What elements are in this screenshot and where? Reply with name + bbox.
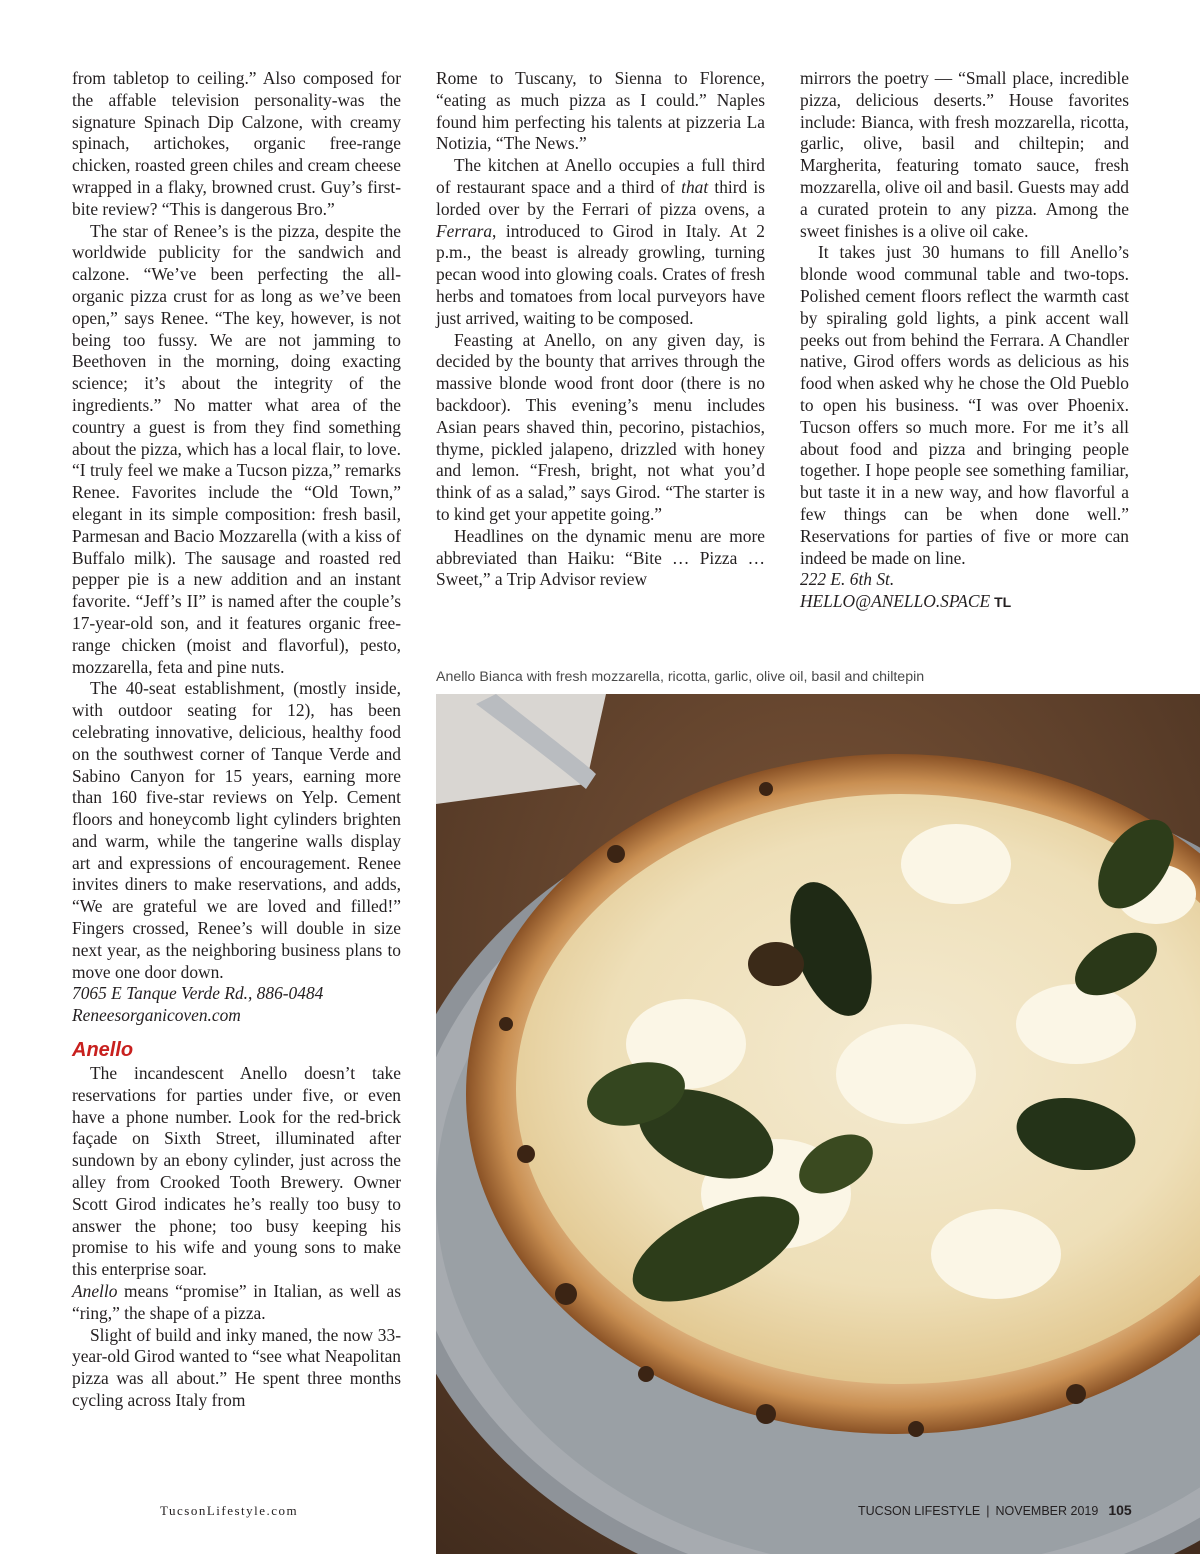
paragraph: The star of Renee’s is the pizza, despite the worldwide publicity for the sandwich and calzone. “We’ve been perfecting the all-organic pizza crust for as long as we’ve been open,” says Renee. “The key, however, is not being too fussy. We are not jamming to Beethoven in the morning, doing exacting science; it’s about the integrity of the ingredients.” No matter what area of the country a guest is from they find something about the pizza, which has a local flair, to love. “I truly feel we make a Tucson pizza,” remarks Renee. Favorites include the “Old Town,” elegant in its simple composition: fresh basil, Parmesan and Bacio Mozzarella (with a kiss of Buffalo milk). The sausage and roasted red pepper pie is a new addition and an instant favorite. “Jeff’s II” is named after the couple’s 17-year-old son, and it features organic free-range chicken (moist and flavorful), pesto, mozzarella, feta and pine nuts. (72, 220, 401, 677)
paragraph: from tabletop to ceiling.” Also composed for the affable television personality-was the signature Spinach Dip Calzone, with creamy spinach, artichokes, organic free-range chicken, roasted green chiles and cream cheese wrapped in a flaky, browned crust. Guy’s first-bite review? “This is dangerous Bro.” (72, 68, 401, 219)
paragraph: Feasting at Anello, on any given day, is decided by the bounty that arrives through the massive blonde wood front door (there is no backdoor). This evening’s menu includes Asian pears shaved thin, pecorino, pistachios, thyme, pickled jalapeno, drizzled with honey and lemon. “Fresh, bright, not what you’d think of as a salad,” says Girod. “The starter is to kind get your appetite going.” (436, 329, 765, 524)
italic-term: Anello (72, 1281, 118, 1302)
article-column-3 (800, 68, 1129, 614)
article-column-2 (436, 68, 765, 591)
italic-term: Ferrara (436, 220, 493, 241)
paragraph-text: , introduced to Girod in Italy. At 2 p.m., the beast is already growling, turning pecan wood into glowing coals. Crates of fresh herbs and tomatoes from local purveyors have just arrived, waiting to be composed. (436, 220, 765, 328)
restaurant-website: Reneesorganicoven.com (72, 1005, 241, 1026)
photo-caption: Anello Bianca with fresh mozzarella, ricotta, garlic, olive oil, basil and chiltepin (436, 669, 925, 685)
restaurant-address: 7065 E Tanque Verde Rd., 886-0484 (72, 983, 324, 1004)
article-column-1 (72, 68, 401, 1412)
paragraph (436, 155, 765, 329)
restaurant-email-line (800, 591, 1129, 614)
paragraph-text: third is lorded over by the Ferrari of pizza ovens, a (436, 176, 766, 219)
restaurant-email: HELLO@ANELLO.SPACE (800, 591, 991, 612)
footer-website: TucsonLifestyle.com (160, 1503, 299, 1518)
paragraph: mirrors the poetry — “Small place, incredible pizza, delicious deserts.” House favorites include: Bianca, with fresh mozzarella, ricotta, garlic, olive, basil and chiltepin; and Margherita, featuring tomato sauce, fresh mozzarella, olive oil and basil. Guests may add a curated protein to any pizza. Among the sweet finishes is a olive oil cake. (800, 68, 1129, 241)
paragraph: The 40-seat establishment, (mostly inside, with outdoor seating for 12), has been celebrating innovative, delicious, healthy food on the southwest corner of Tanque Verde and Sabino Canyon for 15 years, earning more than 160 five-star reviews on Yelp. Cement floors and honeycomb light cylinders brighten and warm, while the tangerine walls display art and expressions of encouragement. Renee invites diners to make reservations, and adds, “We are grateful we are loved and filled!” Fingers crossed, Renee’s will double in size next year, as the neighboring business plans to move one door down. (72, 678, 401, 982)
restaurant-address: 222 E. 6th St. (800, 569, 895, 590)
pizza-photo (436, 694, 1200, 1554)
paragraph: Headlines on the dynamic menu are more abbreviated than Haiku: “Bite … Pizza … Sweet,” a Trip Advisor review (436, 525, 765, 590)
paragraph: The incandescent Anello doesn’t take reservations for parties under five, or even have a phone number. Look for the red-brick façade on Sixth Street, illuminated after sundown by an ebony cylinder, just across the alley from Crooked Tooth Brewery. Owner Scott Girod indicates he’s really too busy to answer the phone; too busy keeping his promise to his wife and young sons to make this enterprise soar. (72, 1063, 401, 1280)
paragraph: Rome to Tuscany, to Sienna to Florence, “eating as much pizza as I could.” Naples found him perfecting his talents at pizzeria La Notizia, “The News.” (436, 68, 765, 154)
magazine-name: TUCSON LIFESTYLE (858, 1504, 981, 1518)
paragraph-text: The kitchen at Anello occupies a full third of restaurant space and a third of (436, 155, 765, 197)
paragraph: It takes just 30 humans to fill Anello’s blonde wood communal table and two-tops. Polished cement floors reflect the warmth cast by spiraling gold lights, a pink accent wall peeks out from behind the Ferrara. A Chandler native, Girod offers words as delicious as his food when asked why he chose the Old Pueblo to open his business. “I was over Phoenix. Tucson offers so much more. For me it’s all about food and pizza and bringing people together. I hope people see something familiar, but taste it in a new way, and how flavorful a few things can be when done well.” Reservations for parties of five or more can indeed be made on line. (800, 242, 1129, 568)
page-number: 105 (1108, 1502, 1132, 1518)
section-heading: Anello (72, 1039, 134, 1062)
end-mark: TL (994, 594, 1012, 611)
italic-term: that (681, 176, 709, 197)
footer-folio (858, 1502, 1132, 1518)
issue-date: NOVEMBER 2019 (995, 1504, 1099, 1518)
paragraph (72, 1281, 401, 1325)
paragraph-text: means “promise” in Italian, as well as “ring,” the shape of a pizza. (72, 1281, 401, 1323)
pizza-illustration (436, 694, 1200, 1554)
paragraph: Slight of build and inky maned, the now 33-year-old Girod wanted to “see what Neapolitan pizza was all about.” He spent three months cycling across Italy from (72, 1324, 401, 1411)
folio-divider: | (986, 1504, 990, 1518)
